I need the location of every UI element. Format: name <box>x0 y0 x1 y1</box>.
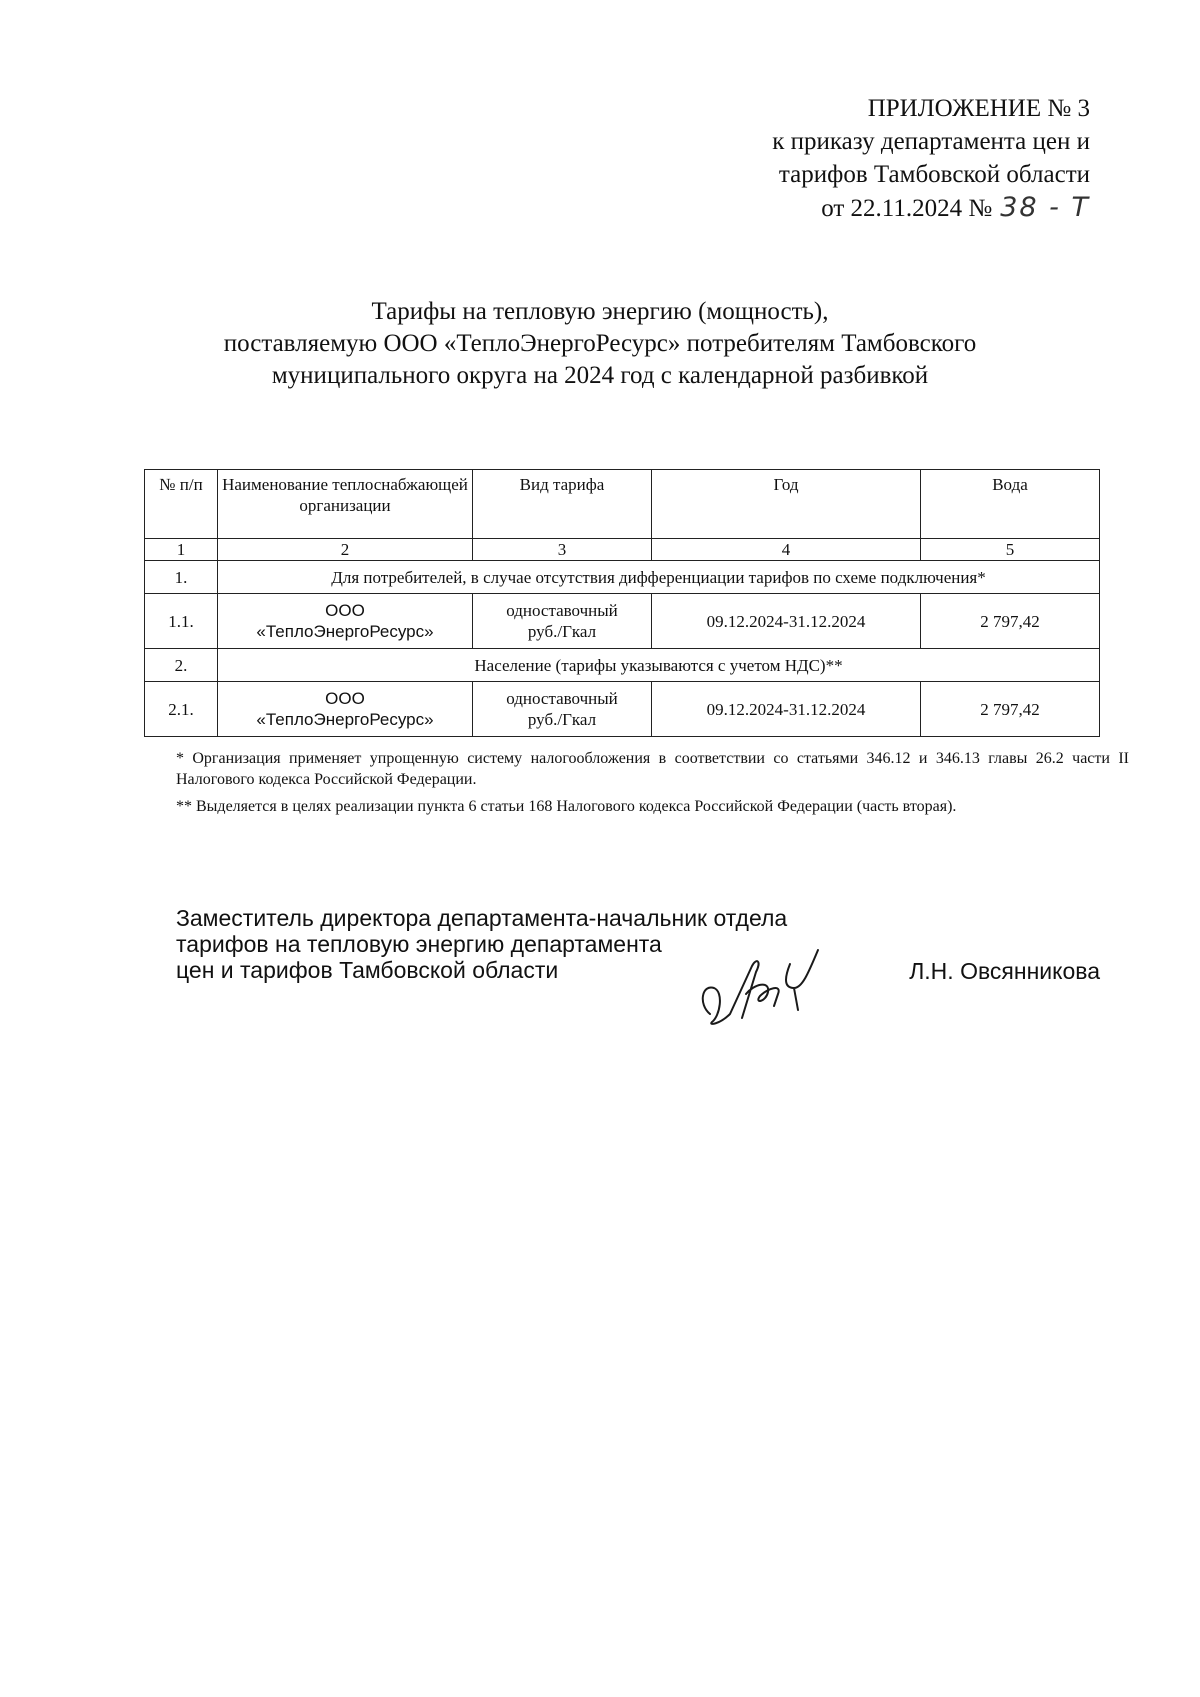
document-title-line-3: муниципального округа на 2024 год с календарной разбивкой <box>271 362 929 389</box>
footnote-vat: ** Выделяется в целях реализации пункта 6 статьи 168 Налогового кодекса Российской Федерации (часть вторая). <box>176 798 957 815</box>
row-period: 09.12.2024-31.12.2024 <box>652 682 921 737</box>
signature-block <box>176 905 1116 1025</box>
table-row <box>145 594 1100 649</box>
row-water-value: 2 797,42 <box>921 594 1100 649</box>
handwritten-signature <box>690 944 840 1034</box>
row-water-value: 2 797,42 <box>921 682 1100 737</box>
signer-position-line-1: Заместитель директора департамента-начальник отдела <box>176 905 788 931</box>
appendix-order-reference: к приказу департамента цен и <box>772 128 1090 155</box>
row-period: 09.12.2024-31.12.2024 <box>652 594 921 649</box>
footnote-tax-system: * Организация применяет упрощенную систему налогообложения в соответствии со статьями 346.12 и 346.13 главы 26.2 части II Налогового кодекса Российской Федерации. <box>176 750 1129 788</box>
signer-name: Л.Н. Овсянникова <box>909 958 1100 984</box>
appendix-title: ПРИЛОЖЕНИЕ № 3 <box>867 95 1090 122</box>
document-title <box>150 296 1050 392</box>
appendix-date-line <box>670 191 1090 225</box>
column-number: 3 <box>473 539 652 561</box>
signer-position-line-2: тарифов на тепловую энергию департамента <box>176 931 662 957</box>
column-number: 5 <box>921 539 1100 561</box>
appendix-header <box>670 92 1090 225</box>
row-organization: ООО «ТеплоЭнергоРесурс» <box>218 682 473 737</box>
column-number: 4 <box>652 539 921 561</box>
document-title-line-1: Тарифы на тепловую энергию (мощность), <box>371 298 829 325</box>
header-tariff-type: Вид тарифа <box>473 470 652 539</box>
section-row <box>145 649 1100 682</box>
column-number-row <box>145 539 1100 561</box>
document-title-line-2: поставляемую ООО «ТеплоЭнергоРесурс» потребителям Тамбовского <box>223 330 977 357</box>
column-number: 1 <box>145 539 218 561</box>
appendix-authority: тарифов Тамбовской области <box>778 161 1090 188</box>
header-year: Год <box>652 470 921 539</box>
header-number: № п/п <box>145 470 218 539</box>
appendix-date: от 22.11.2024 № <box>821 195 993 222</box>
footnotes <box>176 748 1129 823</box>
section-row <box>145 561 1100 594</box>
table-header-row <box>145 470 1100 539</box>
row-number: 2.1. <box>145 682 218 737</box>
section-number: 2. <box>145 649 218 682</box>
row-number: 1.1. <box>145 594 218 649</box>
tariff-table <box>144 469 1100 737</box>
signer-position-line-3: цен и тарифов Тамбовской области <box>176 957 559 983</box>
header-water: Вода <box>921 470 1100 539</box>
column-number: 2 <box>218 539 473 561</box>
handwritten-order-number: 38 - Т <box>1000 192 1090 223</box>
row-tariff-type: одноставочный руб./Гкал <box>473 682 652 737</box>
table-row <box>145 682 1100 737</box>
section-number: 1. <box>145 561 218 594</box>
row-tariff-type: одноставочный руб./Гкал <box>473 594 652 649</box>
section-label: Население (тарифы указываются с учетом НДС)** <box>218 649 1100 682</box>
row-organization: ООО «ТеплоЭнергоРесурс» <box>218 594 473 649</box>
section-label: Для потребителей, в случае отсутствия дифференциации тарифов по схеме подключения* <box>218 561 1100 594</box>
header-organization: Наименование теплоснабжающей организации <box>218 470 473 539</box>
